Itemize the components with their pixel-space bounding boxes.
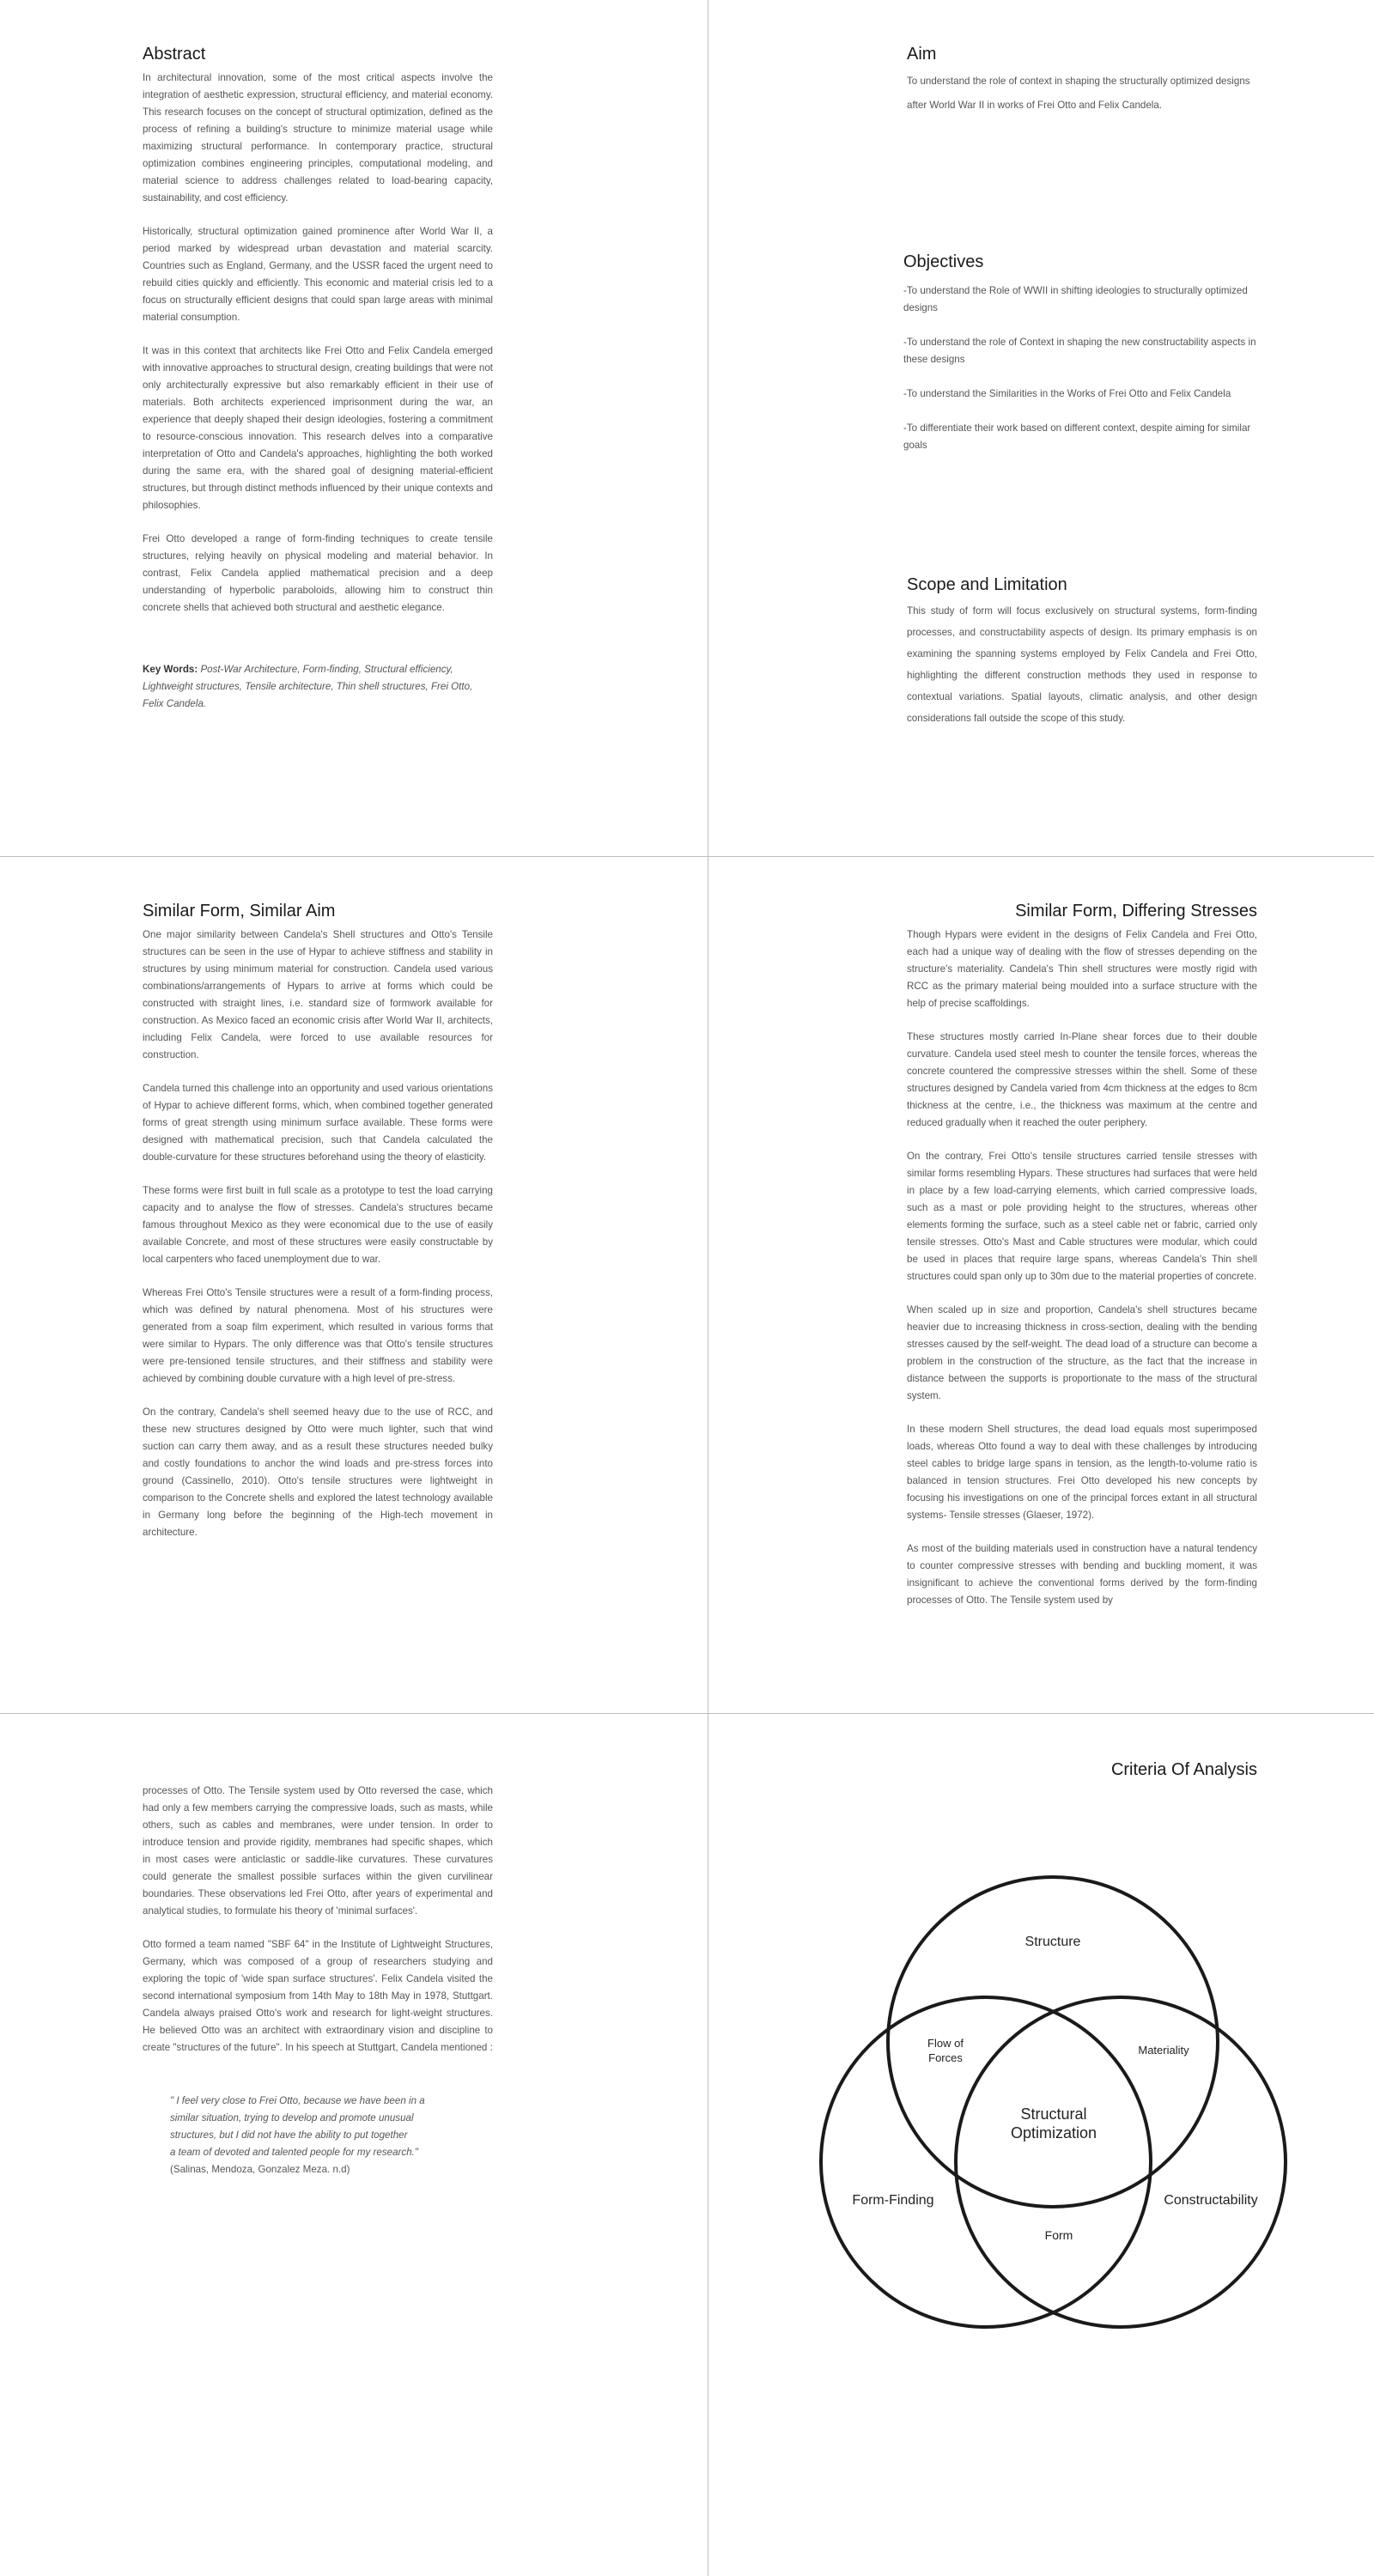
venn-label-flow-of: Flow of (927, 2037, 964, 2050)
venn-circle-constructability (956, 1997, 1286, 2327)
venn-label-form: Form (1044, 2228, 1073, 2242)
differing-paragraph-2: These structures mostly carried In-Plane shear forces due to their double curvature. Candela used steel mesh to counter the tensile forces, whereas the concrete countered the compressive stresses within the shell. Some of these structures designed by Candela varied from 4cm thickness at the edges to 8cm thickness at the centre, i.e., the thickness was maximum at the centre and reduced gradually when it reached the outer periphery. (907, 1031, 1257, 1128)
aim-title: Aim (907, 45, 937, 64)
quote-line-3: structures, but I did not have the ability to put together (170, 2129, 408, 2141)
differing-stresses-title: Similar Form, Differing Stresses (1015, 902, 1257, 920)
abstract-section (143, 45, 493, 713)
abstract-title: Abstract (143, 45, 206, 64)
continuation-section (143, 1783, 493, 2178)
objective-item-1: -To understand the Role of WWII in shifting ideologies to structurally optimized designs (903, 285, 1248, 313)
keywords-label: Key Words: (143, 664, 198, 675)
similar-aim-paragraph-3: These forms were first built in full scale as a prototype to test the load carrying capacity and to analyse the flow of stresses. Candela's structures became famous throughout Mexico as they were economical due to the use of easily available Concrete, and most of these structures were easily constructable by local carpenters who faced unemployment due to war. (143, 1185, 493, 1265)
candela-quote (143, 2093, 493, 2178)
venn-circle-form-finding (821, 1997, 1151, 2327)
scope-section (907, 575, 1257, 745)
quote-line-1: " I feel very close to Frei Otto, because we have been in a (170, 2095, 425, 2106)
objectives-title: Objectives (903, 252, 984, 271)
keywords-list: Post-War Architecture, Form-finding, Structural efficiency, Lightweight structures, Tensile architecture, Thin shell structures, Frei Otto, Felix Candela. (143, 664, 473, 709)
scope-text: This study of form will focus exclusively on structural systems, form-finding processes, and constructability aspects of design. Its primary emphasis is on examining the spanning systems employed by Felix Candela and Frei Otto, highlighting the different construction methods they used in response to contextual variations. Spatial layouts, climatic analysis, and other design considerations fall outside the scope of this study. (907, 605, 1257, 724)
objective-item-2: -To understand the role of Context in shaping the new constructability aspects in these designs (903, 337, 1256, 365)
differing-paragraph-1: Though Hypars were evident in the designs of Felix Candela and Frei Otto, each had a unique way of dealing with the flow of stresses depending on the structure's materiality. Candela's Thin shell structures were mostly rigid with RCC as the primary material being moulded into a surface structure with the help of precise scaffoldings. (907, 929, 1257, 1009)
differing-paragraph-4: When scaled up in size and proportion, Candela's shell structures became heavier due to increasing thickness in cross-section, dealing with the bending stresses caused by the self-weight. The dead load of a structure can become a problem in the construction of the structure, as the fact that the increase in distance between the supports is proportionate to the mass of the structural system. (907, 1304, 1257, 1401)
venn-center-structural: Structural (1020, 2105, 1087, 2123)
differing-stresses-section (907, 902, 1257, 1625)
similar-aim-paragraph-1: One major similarity between Candela's Shell structures and Otto's Tensile structures can be seen in the use of Hypar to achieve stiffness and stability in structures by using minimum material for construction. Candela used various combinations/arrangements of Hypars to arrive at forms which could be constructed with straight lines, i.e. standard size of formwork available for construction. As Mexico faced an economic crisis after World War II, architects, including Felix Candela, were forced to use available resources for construction. (143, 929, 493, 1060)
differing-paragraph-5: In these modern Shell structures, the dead load equals most superimposed loads, whereas Otto found a way to deal with these challenges by introducing steel cables to bridge large spans in tension, as the length-to-volume ratio is balanced in tension structures. Frei Otto developed his new concepts by focusing his investigations on one of the principal forces extant in all structural systems- Tensile stresses (Glaeser, 1972). (907, 1424, 1257, 1521)
abstract-paragraph-2: Historically, structural optimization gained prominence after World War II, a period marked by widespread urban devastation and material scarcity. Countries such as England, Germany, and the USSR faced the urgent need to rebuild cities quickly and efficiently. This economic and material crisis led to a focus on structurally efficient designs that could span large areas with minimal material consumption. (143, 226, 493, 323)
page-divider-horizontal-2 (0, 1713, 1374, 1714)
criteria-title: Criteria Of Analysis (1110, 1760, 1257, 1779)
objective-item-4: -To differentiate their work based on different context, despite aiming for similar goals (903, 422, 1251, 451)
similar-aim-section (143, 902, 493, 1558)
venn-center-optimization: Optimization (1010, 2124, 1097, 2142)
similar-aim-paragraph-2: Candela turned this challenge into an opportunity and used various orientations of Hypar to achieve different forms, which, when combined together generated forms of great strength using minimum surface available. These forms were designed with mathematical precision, such that Candela calculated the double-curvature for these structures beforehand using the theory of elasticity. (143, 1083, 493, 1163)
venn-label-forces: Forces (928, 2051, 963, 2064)
venn-label-form-finding: Form-Finding (852, 2193, 934, 2208)
quote-line-2: similar situation, trying to develop and promote unusual (170, 2112, 414, 2123)
aim-section (907, 45, 1257, 134)
abstract-paragraph-4: Frei Otto developed a range of form-finding techniques to create tensile structures, relying heavily on physical modeling and material behavior. In contrast, Felix Candela applied mathematical precision and a deep understanding of hyperbolic paraboloids, allowing him to construct thin concrete shells that achieved both structural and aesthetic elegance. (143, 533, 493, 613)
similar-aim-paragraph-4: Whereas Frei Otto's Tensile structures were a result of a form-finding process, which was defined by natural phenomena. Most of his structures were generated from a soap film experiment, which resulted in various forms that were similar to Hypars. The only difference was that Otto's tensile structures were pre-tensioned tensile structures, and their stiffness and stability were achieved by combining double curvature with a high level of pre-stress. (143, 1287, 493, 1384)
continuation-paragraph-1: processes of Otto. The Tensile system used by Otto reversed the case, which had only a few members carrying the compressive loads, such as masts, while others, such as cables and membranes, were under tension. In order to introduce tension and provide rigidity, membranes had specific shapes, which in most cases were anticlastic or saddle-like curvatures. These curvatures could generate the smallest possible surfaces within the given curvilinear boundaries. These observations led Frei Otto, after years of experimental and analytical studies, to formulate his theory of 'minimal surfaces'. (143, 1785, 493, 1917)
differing-paragraph-3: On the contrary, Frei Otto's tensile structures carried tensile stresses with similar forms resembling Hypars. These structures had surfaces that were held in place by a few load-carrying elements, which carried compressive loads, such as a mast or pole providing height to the structures, whereas other elements forming the surface, such as a steel cable net or fabric, carried only tensile stresses. Otto's Mast and Cable structures were modular, which could be used in places that require large spans, whereas Candela's Thin shell structures could span only up to 30m due to the material properties of concrete. (907, 1151, 1257, 1282)
venn-label-constructability: Constructability (1164, 2193, 1258, 2208)
keywords (143, 661, 493, 713)
objectives-section (903, 252, 1257, 471)
page-divider-horizontal-1 (0, 856, 1374, 857)
scope-title: Scope and Limitation (907, 575, 1067, 594)
continuation-paragraph-2: Otto formed a team named "SBF 64" in the Institute of Lightweight Structures, Germany, which was composed of a group of researchers studying and exploring the topic of 'wide span surface structures'. Felix Candela visited the second international symposium from 14th May to 18th May in 1978, Stuttgart. Candela always praised Otto's work and research for light-weight structures. He believed Otto was an architect with extraordinary vision and discipline to create "structures of the future". In his speech at Stuttgart, Candela mentioned : (143, 1939, 493, 2053)
abstract-paragraph-3: It was in this context that architects like Frei Otto and Felix Candela emerged with innovative approaches to structural design, creating buildings that were not only architecturally expressive but also remarkably efficient in their use of materials. Both architects experienced imprisonment during the war, an experience that deeply shaped their design ideologies, fostering a commitment to resource-conscious innovation. This research delves into a comparative interpretation of Otto and Candela's approaches, highlighting the both worked during the same era, with the shared goal of designing material-efficient structures, but through distinct methods influenced by their unique contexts and philosophies. (143, 345, 493, 511)
venn-label-structure: Structure (1024, 1935, 1081, 1949)
quote-line-4: a team of devoted and talented people for my research." (170, 2147, 418, 2158)
criteria-venn-diagram (807, 1863, 1305, 2344)
abstract-paragraph-1: In architectural innovation, some of the most critical aspects involve the integration of aesthetic expression, structural efficiency, and material economy. This research focuses on the concept of structural optimization, defined as the process of refining a building's structure to minimize material usage while maximizing structural performance. In contemporary practice, structural optimization combines engineering principles, computational modeling, and material science to address challenges related to load-bearing capacity, sustainability, and cost efficiency. (143, 72, 493, 204)
quote-source: (Salinas, Mendoza, Gonzalez Meza. n.d) (170, 2164, 350, 2175)
similar-aim-paragraph-5: On the contrary, Candela's shell seemed heavy due to the use of RCC, and these new structures designed by Otto were much lighter, such that wind suction can carry them away, and as a result these structures needed bulky and costly foundations to anchor the wind loads and pre-stress forces into ground (Cassinello, 2010). Otto's tensile structures were lightweight in comparison to the Concrete shells and explored the latest technology available in Germany long before the beginning of the High-tech movement in architecture. (143, 1406, 493, 1538)
aim-text: To understand the role of context in shaping the structurally optimized designs after World War II in works of Frei Otto and Felix Candela. (907, 76, 1250, 111)
objective-item-3: -To understand the Similarities in the Works of Frei Otto and Felix Candela (903, 388, 1231, 399)
venn-label-materiality: Materiality (1138, 2044, 1189, 2057)
similar-aim-title: Similar Form, Similar Aim (143, 902, 336, 920)
differing-paragraph-6: As most of the building materials used in construction have a natural tendency to counter compressive stresses with bending and buckling moment, it was insignificant to achieve the conventional forms derived by the form-finding processes of Otto. The Tensile system used by (907, 1543, 1257, 1606)
